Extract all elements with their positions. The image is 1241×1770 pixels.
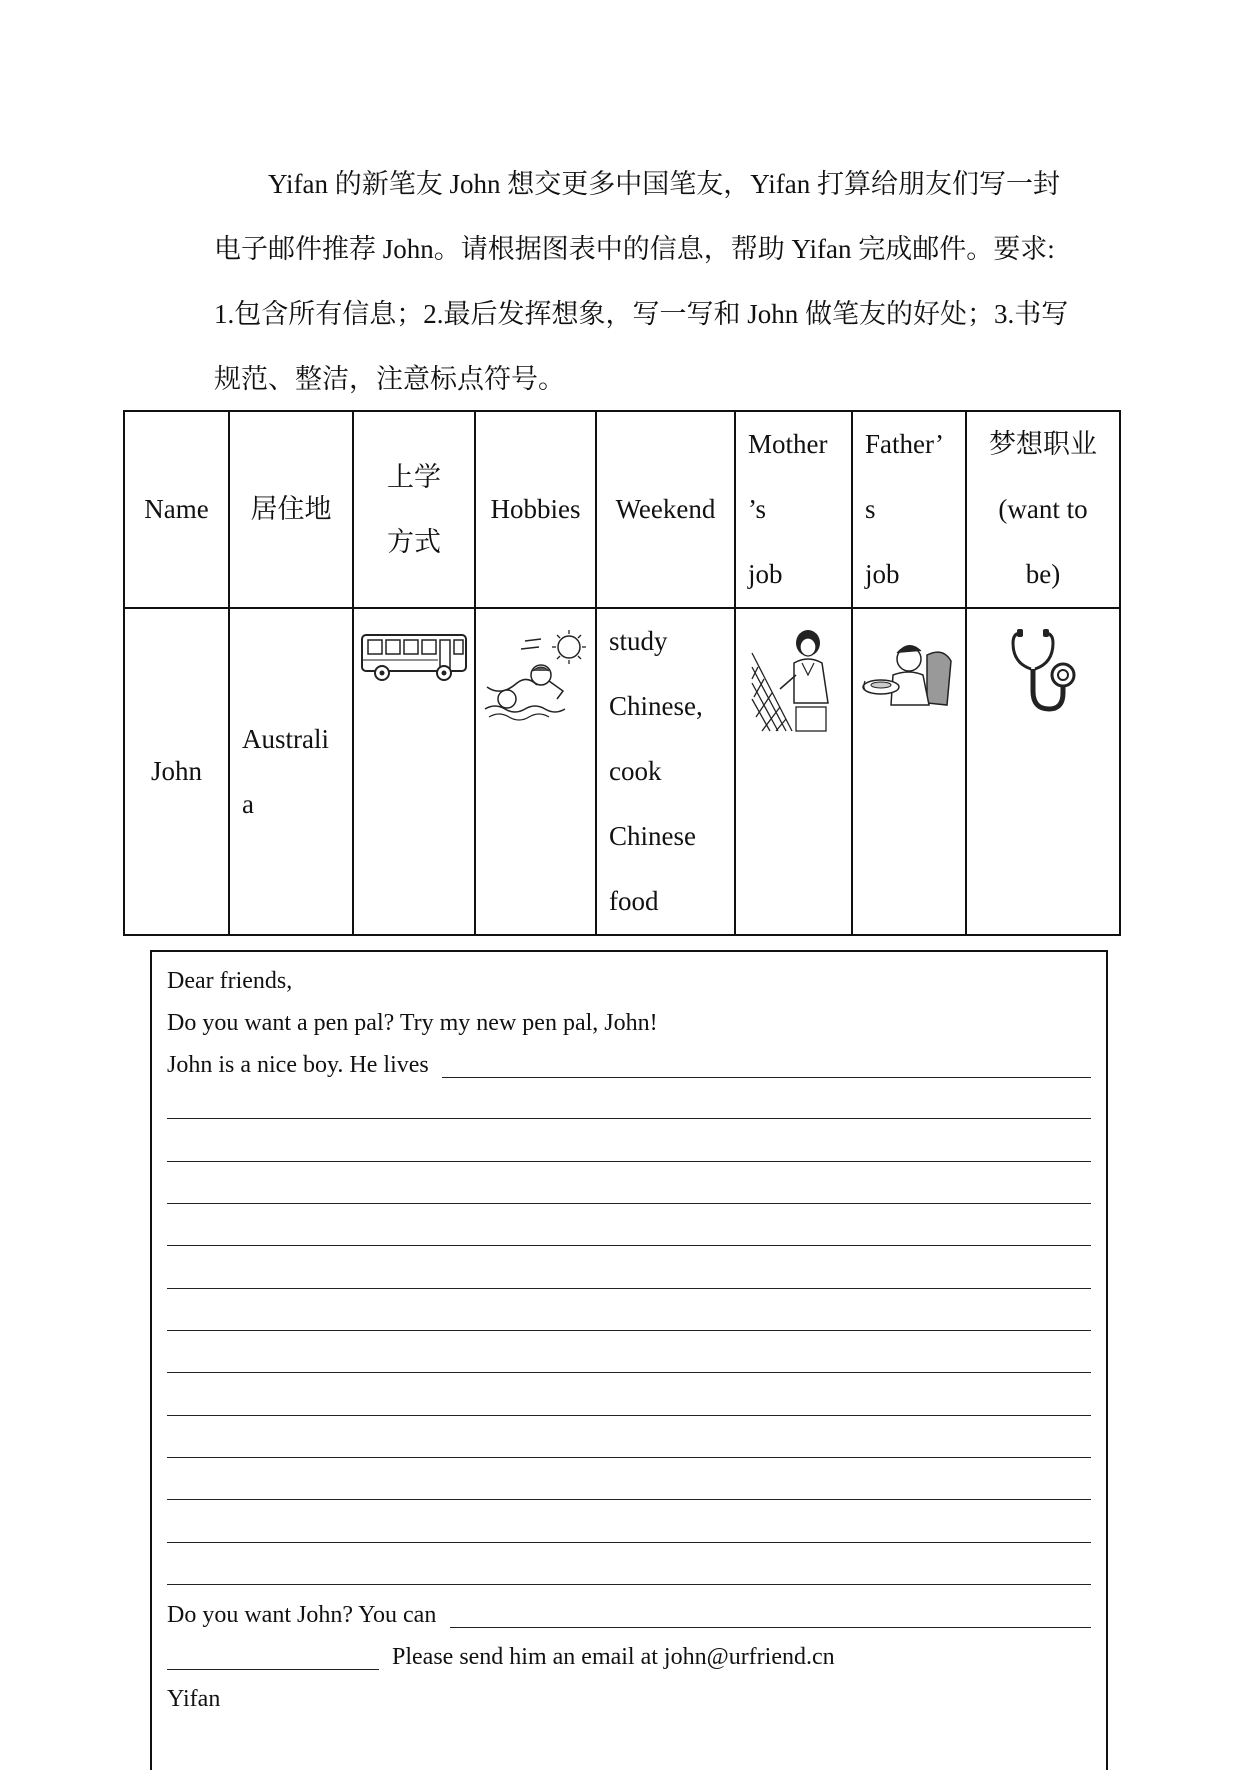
cell-fathers-job	[852, 608, 966, 935]
answer-blank[interactable]	[450, 1627, 1091, 1628]
header-name: Name	[124, 411, 229, 608]
answer-line[interactable]	[167, 1161, 1091, 1162]
answer-line[interactable]	[167, 1542, 1091, 1543]
cell-dream-job	[966, 608, 1120, 935]
instruction-line: 规范、整洁，注意标点符号。	[214, 364, 565, 394]
cell-hobbies	[475, 608, 596, 935]
cell-commute	[353, 608, 475, 935]
answer-line[interactable]	[167, 1584, 1091, 1585]
answer-line[interactable]	[167, 1330, 1091, 1331]
shop-assistant-icon	[750, 627, 838, 733]
table-row	[124, 608, 1120, 935]
letter-signature: Yifan	[167, 1686, 221, 1712]
instruction-line: Yifan 的新笔友 John 想交更多中国笔友，Yifan 打算给朋友们写一封	[268, 169, 1060, 199]
header-weekend: Weekend	[596, 411, 735, 608]
header-residence: 居住地	[229, 411, 353, 608]
stethoscope-icon	[1007, 627, 1079, 717]
swimming-icon	[481, 627, 591, 723]
instructions	[214, 152, 1094, 412]
cell-weekend: study Chinese, cook Chinese food	[596, 608, 735, 935]
cell-residence: Australi a	[229, 608, 353, 935]
header-fathers-job: Father’ s job	[852, 411, 966, 608]
cell-name: John	[124, 608, 229, 935]
answer-line[interactable]	[167, 1118, 1091, 1119]
letter-line: John is a nice boy. He lives	[167, 1052, 429, 1078]
letter-greeting: Dear friends,	[167, 968, 293, 994]
letter-line: Do you want a pen pal? Try my new pen pal, John!	[167, 1010, 658, 1036]
letter-box	[150, 950, 1108, 1770]
letter-line: Do you want John? You can	[167, 1602, 437, 1628]
header-mothers-job: Mother ’s job	[735, 411, 852, 608]
header-dream-job: 梦想职业 (want to be)	[966, 411, 1120, 608]
answer-line[interactable]	[167, 1415, 1091, 1416]
instruction-line: 电子邮件推荐 John。请根据图表中的信息，帮助 Yifan 完成邮件。要求:	[214, 234, 1055, 264]
answer-line[interactable]	[167, 1457, 1091, 1458]
answer-line[interactable]	[167, 1288, 1091, 1289]
answer-blank[interactable]	[442, 1077, 1091, 1078]
cook-icon	[861, 639, 957, 713]
answer-line[interactable]	[167, 1203, 1091, 1204]
table-header-row	[124, 411, 1120, 608]
letter-line: Please send him an email at john@urfriend.cn	[392, 1644, 835, 1670]
answer-line[interactable]	[167, 1499, 1091, 1500]
info-table	[123, 410, 1121, 936]
header-hobbies: Hobbies	[475, 411, 596, 608]
cell-mothers-job	[735, 608, 852, 935]
answer-line[interactable]	[167, 1245, 1091, 1246]
answer-line[interactable]	[167, 1372, 1091, 1373]
bus-icon	[358, 627, 470, 683]
answer-blank[interactable]	[167, 1669, 379, 1670]
header-commute: 上学 方式	[353, 411, 475, 608]
instruction-line: 1.包含所有信息；2.最后发挥想象，写一写和 John 做笔友的好处；3.书写	[214, 299, 1069, 329]
